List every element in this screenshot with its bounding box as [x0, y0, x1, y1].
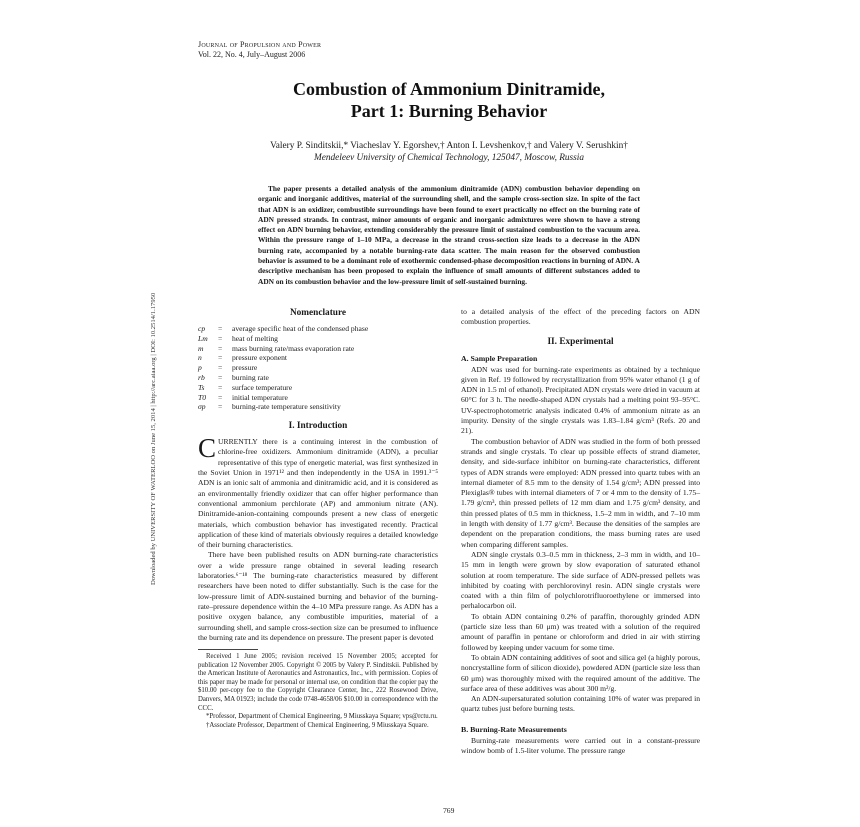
drop-cap: C	[198, 433, 217, 464]
intro-paragraph-1	[198, 433, 438, 550]
nomenclature-sym: cp	[198, 324, 206, 333]
sample-paragraph-4: To obtain ADN containing 0.2% of paraffin, thoroughly grinded ADN (particle size less than 60 μm) was treated with a solution of the required amount of paraffin in pentane or chloroform and dried in air with stirring followed by keeping under vacuum for some time.	[461, 611, 700, 652]
sample-paragraph-1: ADN was used for burning-rate experiments as obtained by a technique given in Ref. 19 followed by recrystallization from 95% water ethanol (1 g of ADN in 1.5 ml of ethanol). Precipitated ADN crystals were dried in vacuum at 60°C for 3 h. The needle-shaped ADN crystals had a melting point 93–95°C. UV-spectrophotometric analysis indicated 0.4% of ammonium nitrate as an impurity. Density of the single crystals was 1.83–1.84 g/cm³ (Refs. 20 and 21).	[461, 364, 700, 436]
affiliation: Mendeleev University of Chemical Technology, 125047, Moscow, Russia	[313, 153, 585, 163]
nomenclature-sym: rb	[198, 372, 205, 382]
nomenclature-row	[198, 373, 368, 383]
intro-continuation: to a detailed analysis of the effect of the preceding factors on ADN combustion properties.	[461, 307, 700, 327]
sample-paragraph-5: To obtain ADN containing additives of soot and silica gel (a highly porous, noncrystalline form of silicon dioxide), powdered ADN (particle size less than 60 μm) was thoroughly mixed with the required amount of the additive. The surface area of these additives was about 300 m²/g.	[461, 652, 700, 693]
nomenclature-sym: σp	[198, 402, 206, 412]
nomenclature-table	[198, 324, 368, 412]
nomenclature-row	[198, 324, 368, 334]
page-number: 769	[443, 806, 455, 815]
nomenclature-def: burning-rate temperature sensitivity	[232, 402, 341, 412]
nomenclature-eq: =	[218, 402, 223, 412]
nomenclature-sym: p	[198, 363, 202, 373]
intro-paragraph-2: There have been published results on ADN burning-rate characteristics over a wide pressure range obtained in several leading research laboratories.⁶⁻¹⁸ The burning-rate characteristics measured by different researchers have been noted to differ substantially. Such is the case for the low-pressure limit of ADN-sustained burning and behavior of the burning-rate–pressure dependence within the 4–10 MPa pressure range. As ADN has a positive oxygen balance, any combustible impurities, material of a surrounding shell, and sample cross-section size can be presumed to influence the burning rate and its dependence on pressure. The present paper is devoted	[198, 550, 438, 642]
nomenclature-sym: Ts	[198, 382, 205, 392]
nomenclature-eq: =	[218, 363, 223, 373]
author-list: Valery P. Sinditskii,* Viacheslav Y. Egorshev,† Anton I. Levshenkov,† and Valery V. Serushkin†	[270, 141, 628, 151]
nomenclature-def: heat of melting	[232, 333, 278, 343]
experimental-heading: II. Experimental	[547, 336, 614, 347]
volume-line: Vol. 22, No. 4, July–August 2006	[198, 50, 306, 59]
left-column	[198, 307, 438, 730]
nomenclature-def: pressure	[232, 363, 258, 373]
nomenclature-def: pressure exponent	[232, 353, 288, 363]
burning-rate-paragraph-1: Burning-rate measurements were carried out in a constant-pressure window bomb of 1.5-liter volume. The pressure range	[461, 735, 700, 755]
title-line-1: Combustion of Ammonium Dinitramide,	[292, 79, 606, 99]
sample-paragraph-3: ADN single crystals 0.3–0.5 mm in thickness, 2–3 mm in width, and 10–15 mm in length were grown by slow evaporation of saturated ethanol solution at room temperature. The side surface of ADN-pressed pellets was inhibited by coating with perchlorovinyl resin. ADN single crystals were coated with a thin film of polychlorotrifluoroethylene or immersed into perhalocarbon oil.	[461, 549, 700, 611]
nomenclature-row	[198, 402, 368, 412]
nomenclature-sym: Lm	[198, 333, 208, 343]
nomenclature-sym: T0	[198, 392, 207, 402]
nomenclature-row	[198, 344, 368, 354]
nomenclature-eq: =	[218, 333, 223, 343]
nomenclature-def: surface temperature	[232, 382, 293, 392]
subsection-sample-preparation: A. Sample Preparation	[461, 353, 538, 363]
introduction-heading: I. Introduction	[288, 421, 348, 432]
nomenclature-heading: Nomenclature	[289, 308, 347, 318]
nomenclature-def: burning rate	[232, 372, 269, 382]
author-block	[198, 140, 700, 164]
subsection-burning-rate: B. Burning-Rate Measurements	[461, 724, 567, 734]
abstract	[258, 184, 640, 287]
sample-paragraph-6: An ADN-supersaturated solution containing 10% of water was prepared in quartz tubes just before burning tests.	[461, 694, 700, 714]
nomenclature-row	[198, 353, 368, 363]
footnote-rule	[198, 649, 258, 650]
nomenclature-eq: =	[218, 382, 223, 392]
footnotes	[198, 653, 438, 730]
nomenclature-row	[198, 383, 368, 393]
right-column	[461, 307, 700, 756]
nomenclature-eq: =	[218, 353, 223, 363]
running-head	[198, 40, 321, 60]
nomenclature-eq: =	[218, 324, 223, 333]
nomenclature-sym: m	[198, 343, 204, 353]
nomenclature-def: mass burning rate/mass evaporation rate	[232, 343, 355, 353]
download-watermark: Downloaded by UNIVERSITY OF WATERLOO on June 15, 2014 | http://arc.aiaa.org | DOI: 10.2514/1.17950	[150, 292, 157, 585]
footnote-professor: *Professor, Department of Chemical Engineering, 9 Miusskaya Square; vps@rctu.ru.	[206, 713, 438, 721]
sample-paragraph-2: The combustion behavior of ADN was studied in the form of both pressed strands and single crystals. To clear up possible effects of strand diameter, density, and side-surface inhibitor on burning-rate characteristics, different types of ADN strands were employed: ADN pressed into quartz tubes with an internal diameter of 8.5 mm to the density of 1.54 g/cm³; ADN pressed into Plexiglas® tubes with internal diameters of 7 or 4 mm to the density of 1.75–1.79 g/cm³, thin pressed pellets of 12 mm diam and 1.75 g/cm³ density, and thin pressed plates of 0.5 mm in thickness, 1.5–2 mm in width, and 7–10 mm in length with density of 1.77 g/cm³. Because the densities of the samples are dependent on the preparation conditions, the mass burning rates are used when comparing different samples.	[461, 436, 700, 549]
nomenclature-sym: n	[198, 353, 202, 363]
nomenclature-eq: =	[218, 372, 223, 382]
nomenclature-row	[198, 393, 368, 403]
nomenclature-eq: =	[218, 343, 223, 353]
footnote-received: Received 1 June 2005; revision received 15 November 2005; accepted for publication 12 November 2005. Copyright © 2005 by Valery P. Sinditskii. Published by the American Institute of Aeronautics and Astronautics, Inc., with permission. Copies of this paper may be made for personal or internal use, on condition that the copier pay the $10.00 per-copy fee to the Copyright Clearance Center, Inc., 222 Rosewood Drive, Danvers, MA 01923; include the code 0748-4658/06 $10.00 in correspondence with the CCC.	[198, 653, 438, 712]
title-line-2: Part 1: Burning Behavior	[350, 101, 548, 121]
journal-name: Journal of Propulsion and Power	[198, 40, 322, 49]
nomenclature-eq: =	[218, 392, 223, 402]
intro-paragraph-1-text: URRENTLY there is a continuing interest in the combustion of chlorine-free oxidizers. Ammonium dinitramide (ADN), a peculiar representative of this type of energetic material, was first synthesized in the Soviet Union in 1971¹² and then independently in the USA in 1991.³⁻⁵ ADN is an ionic salt of ammonia and dinitramidic acid, and it is considered as an environmentally friendly oxidizer that can offer higher performance than conventional ammonium perchlorate (AP) and ammonium nitrate (AN). Dinitramide-anion-containing compounds present a new class of energetic materials, which combustion behavior has investigated recently. Practical application of these kind of materials obviously requires a detailed knowledge of their burning characteristics.	[198, 437, 438, 550]
nomenclature-row	[198, 363, 368, 373]
nomenclature-def: initial temperature	[232, 392, 288, 402]
footnote-associate: †Associate Professor, Department of Chemical Engineering, 9 Miusskaya Square.	[206, 721, 429, 729]
paper-title	[198, 78, 700, 122]
abstract-text: The paper presents a detailed analysis of the ammonium dinitramide (ADN) combustion behavior depending on organic and inorganic additives, material of the surrounding shell, and the sample cross-section size. In spite of the fact that ADN is an oxidizer, combustible surroundings have been found to exert practically no effect on the burning rate of ADN pressed strands. In contrast, minor amounts of organic and inorganic admixtures were shown to have a strong effect on ADN burning behavior, extending considerably the pressure limit of sustained combustion to the vacuum area. Within the pressure range of 1–10 MPa, a decrease in the strand cross-section size leads to a decrease in the ADN burning rate, accompanied by a notable burning-rate data scatter. The main reason for the observed combustion behavior is assumed to be a dominant role of exothermic condensed-phase decomposition reactions in burning of ADN. A descriptive mechanism has been proposed to explain the influence of small amounts of different substances added to ADN on its combustion behavior and the low-pressure limit of self-sustained burning.	[258, 184, 640, 286]
nomenclature-row	[198, 334, 368, 344]
nomenclature-def: average specific heat of the condensed phase	[232, 324, 369, 333]
